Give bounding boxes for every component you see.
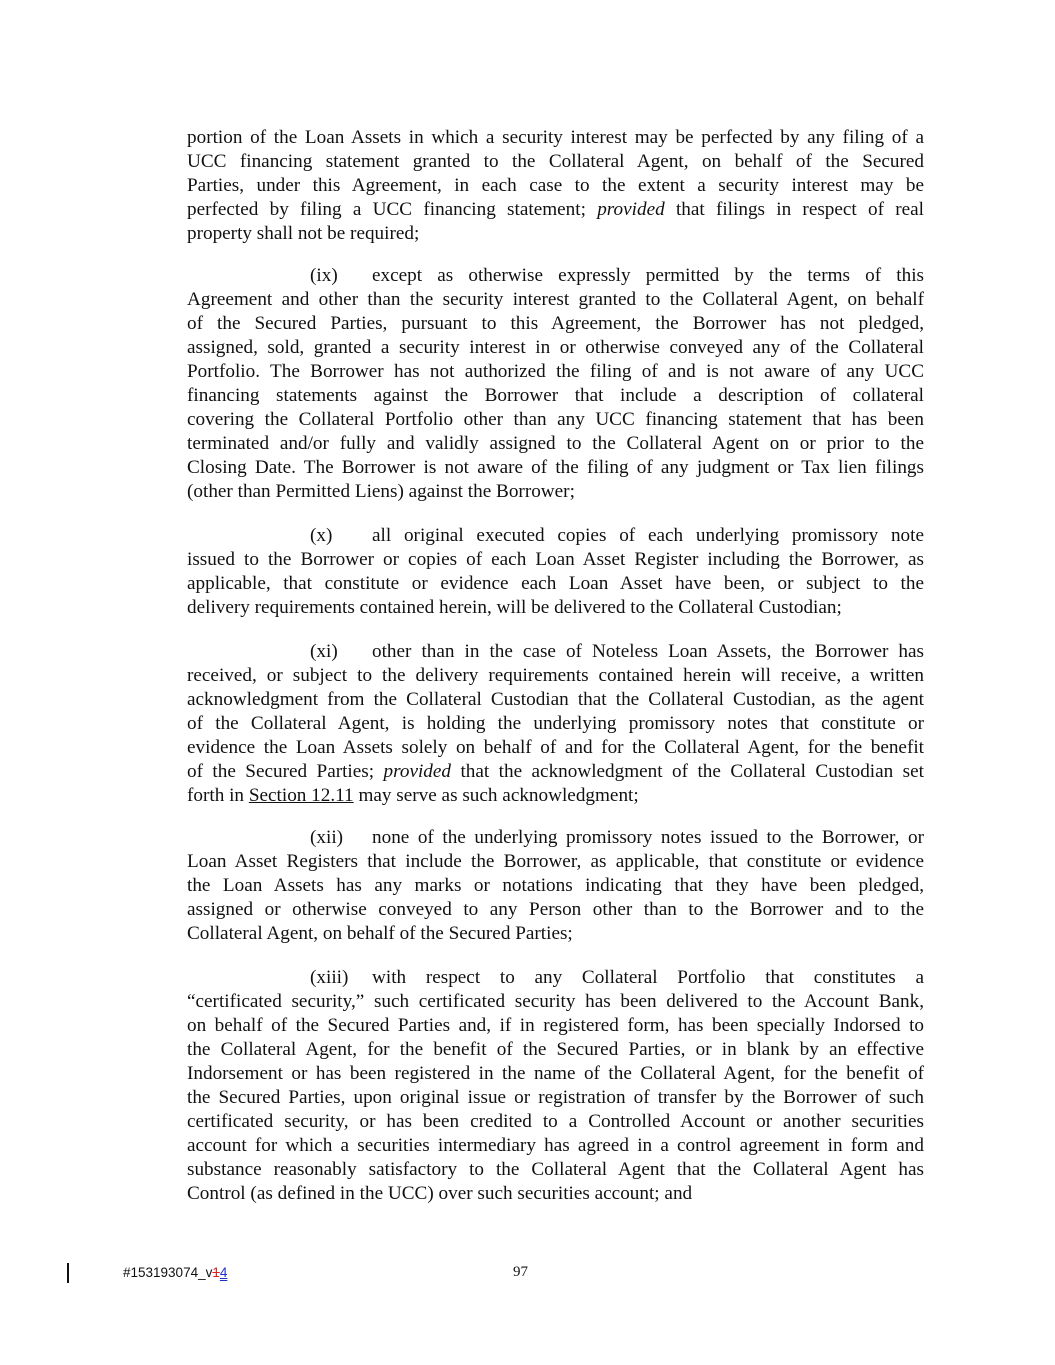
line-text: the Loan Assets has any marks or notations indicating that they have been pledged, (187, 875, 924, 896)
text-line (187, 1134, 924, 1158)
line-text: Loan Asset Registers that include the Borrower, as applicable, that constitute or evidence (187, 851, 924, 872)
text-line (187, 1086, 924, 1110)
line-text: none of the underlying promissory notes issued to the Borrower, or (372, 827, 924, 848)
text-line (187, 712, 924, 736)
text-line (187, 990, 924, 1014)
paragraph-continuation (187, 126, 924, 246)
change-bar (67, 1263, 69, 1283)
text-line (187, 922, 924, 946)
text-line (187, 288, 924, 312)
text-line (187, 198, 924, 222)
text-line (187, 1110, 924, 1134)
clause-xii (187, 826, 924, 946)
line-text: except as otherwise expressly permitted by the terms of this (372, 265, 924, 286)
clause-number: (xii) (310, 827, 344, 848)
line-text: of the Collateral Agent, is holding the underlying promissory notes that constitute or (187, 713, 924, 734)
text-line (187, 222, 924, 246)
line-text: forth in (187, 785, 249, 806)
line-text: all original executed copies of each underlying promissory note (372, 525, 924, 546)
line-text: Indorsement or has been registered in the name of the Collateral Agent, for the benefit of (187, 1063, 924, 1084)
text-line (187, 664, 924, 688)
italic-term: provided (383, 761, 452, 782)
text-line (187, 898, 924, 922)
line-text: issued to the Borrower or copies of each Loan Asset Register including the Borrower, as (187, 549, 924, 570)
line-text: that filings in respect of real (664, 199, 925, 220)
text-line (187, 1014, 924, 1038)
clause-xi (187, 640, 924, 808)
page-number: 97 (513, 1264, 528, 1280)
clause-number: (xi) (310, 641, 338, 662)
text-line (187, 784, 924, 808)
clause-ix (187, 264, 924, 504)
line-text: “certificated security,” such certificated security has been delivered to the Account Bank, (187, 991, 924, 1012)
text-line (187, 1182, 924, 1206)
document-id (123, 1265, 227, 1280)
line-text: on behalf of the Secured Parties and, if in registered form, has been specially Indorsed to (187, 1015, 924, 1036)
line-text: assigned, sold, granted a security interest in or otherwise conveyed any of the Collateral (187, 337, 924, 358)
line-text: Control (as defined in the UCC) over such securities account; and (187, 1183, 693, 1204)
text-line (187, 432, 924, 456)
line-text: financing statements against the Borrower that include a description of collateral (187, 385, 924, 406)
line-text: with respect to any Collateral Portfolio that constitutes a (372, 967, 924, 988)
text-line (187, 408, 924, 432)
line-text: Collateral Agent, on behalf of the Secured Parties; (187, 923, 573, 944)
line-text: account for which a securities intermediary has agreed in a control agreement in form and (187, 1135, 924, 1156)
line-text: Closing Date. The Borrower is not aware of the filing of any judgment or Tax lien filings (187, 457, 924, 478)
line-text: Parties, under this Agreement, in each case to the extent a security interest may be (187, 175, 924, 196)
text-line (187, 1038, 924, 1062)
text-line (187, 384, 924, 408)
text-line (187, 640, 924, 664)
line-text: the Secured Parties, upon original issue or registration of transfer by the Borrower of such (187, 1087, 924, 1108)
line-text: delivery requirements contained herein, will be delivered to the Collateral Custodian; (187, 597, 842, 618)
line-text: Agreement and other than the security interest granted to the Collateral Agent, on behalf (187, 289, 924, 310)
line-text: may serve as such acknowledgment; (353, 785, 639, 806)
clause-x (187, 524, 924, 620)
line-text: perfected by filing a UCC financing statement; (187, 199, 598, 220)
clause-number: (xiii) (310, 967, 349, 988)
text-line (187, 760, 924, 784)
line-text: other than in the case of Noteless Loan Assets, the Borrower has (372, 641, 924, 662)
text-line (187, 150, 924, 174)
line-text: property shall not be required; (187, 223, 420, 244)
line-text: certificated security, or has been credited to a Controlled Account or another securities (187, 1111, 924, 1132)
line-text: (other than Permitted Liens) against the Borrower; (187, 481, 575, 502)
text-line (187, 688, 924, 712)
text-line (187, 336, 924, 360)
text-line (187, 826, 924, 850)
line-text: covering the Collateral Portfolio other than any UCC financing statement that has been (187, 409, 924, 430)
text-line (187, 174, 924, 198)
text-line (187, 874, 924, 898)
line-text: of the Secured Parties, pursuant to this Agreement, the Borrower has not pledged, (187, 313, 924, 334)
clause-number: (ix) (310, 265, 338, 286)
text-line (187, 1158, 924, 1182)
text-line (187, 736, 924, 760)
text-line (187, 312, 924, 336)
section-reference: Section 12.11 (248, 785, 354, 806)
text-line (187, 524, 924, 548)
text-line (187, 480, 924, 504)
text-line (187, 456, 924, 480)
line-text: terminated and/or fully and validly assigned to the Collateral Agent on or prior to the (187, 433, 924, 454)
line-text: received, or subject to the delivery requirements contained herein will receive, a written (187, 665, 924, 686)
line-text: substance reasonably satisfactory to the Collateral Agent that the Collateral Agent has (187, 1159, 924, 1180)
line-text: of the Secured Parties; (187, 761, 384, 782)
clause-xiii (187, 966, 924, 1206)
text-line (187, 548, 924, 572)
text-line (187, 360, 924, 384)
text-line (187, 264, 924, 288)
text-line (187, 596, 924, 620)
line-text: the Collateral Agent, for the benefit of the Secured Parties, or in blank by an effective (187, 1039, 924, 1060)
line-text: acknowledgment from the Collateral Custodian that the Collateral Custodian, as the agent (187, 689, 924, 710)
line-text: UCC financing statement granted to the Collateral Agent, on behalf of the Secured (187, 151, 924, 172)
line-text: applicable, that constitute or evidence each Loan Asset have been, or subject to the (187, 573, 924, 594)
text-line (187, 572, 924, 596)
text-line (187, 1062, 924, 1086)
line-text: that the acknowledgment of the Collateral Custodian set (451, 761, 924, 782)
line-text: evidence the Loan Assets solely on behalf of and for the Collateral Agent, for the benefit (187, 737, 924, 758)
italic-term: provided (597, 199, 665, 220)
text-line (187, 966, 924, 990)
document-id-prefix: #153193074_v (123, 1265, 213, 1280)
line-text: Portfolio. The Borrower has not authorized the filing of and is not aware of any UCC (187, 361, 924, 382)
line-text: assigned or otherwise conveyed to any Person other than to the Borrower and to the (187, 899, 924, 920)
clause-number: (x) (310, 525, 333, 546)
text-line (187, 126, 924, 150)
inserted-revision-number: 4 (219, 1265, 228, 1280)
text-line (187, 850, 924, 874)
deleted-revision-number: 1 (212, 1265, 220, 1280)
line-text: portion of the Loan Assets in which a security interest may be perfected by any filing of a (187, 127, 924, 148)
